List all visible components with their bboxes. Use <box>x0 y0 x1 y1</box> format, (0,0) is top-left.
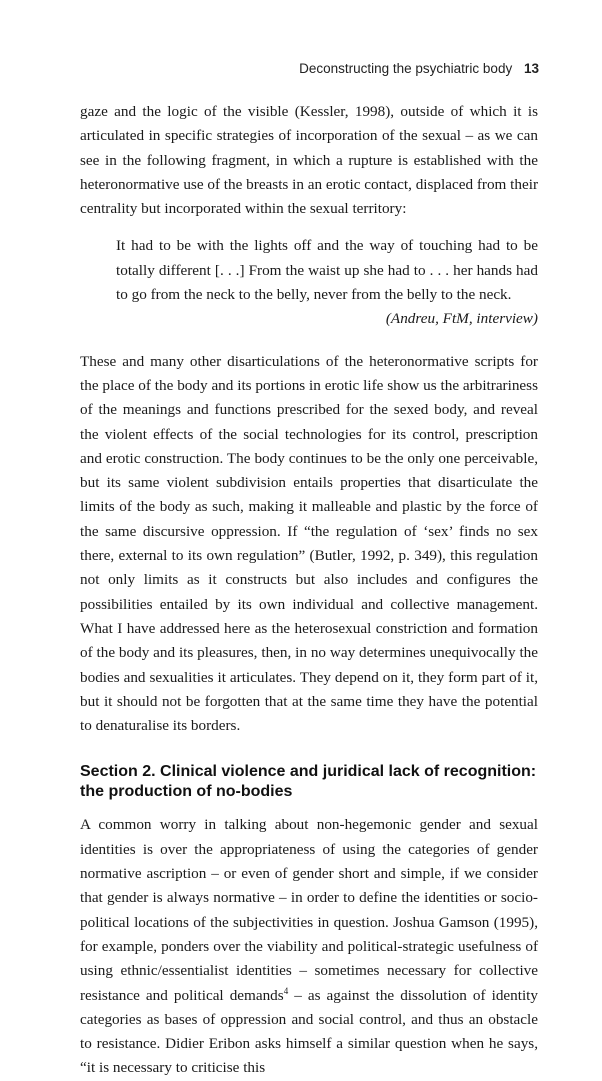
page-body <box>80 100 538 1081</box>
block-quote <box>116 234 538 331</box>
paragraph: gaze and the logic of the visible (Kessler, 1998), outside of which it is articulated in specific strategies of incorporation of the sexual – as we can see in the following fragment, in which a rupture is established with the heteronormative use of the breasts in an erotic contact, displaced from their centrality but incorporated within the sexual territory: <box>80 103 538 218</box>
paragraph <box>80 813 538 1080</box>
section-heading: Section 2. Clinical violence and juridical lack of recognition: the production of no-bodies <box>80 763 537 801</box>
paragraph: These and many other disarticulations of the heteronormative scripts for the place of the body and its portions in erotic life show us the arbitrariness of the meanings and functions prescribed for the sexed body, and reveal the violent effects of the social technologies for its control, prescription and erotic construction. The body continues to be the only one perceivable, but its same violent subdivision entails properties that disarticulate the limits of the body as such, making it malleable and plastic by the force of the same discursive oppression. If “the regulation of ‘sex’ finds no sex there, external to its own regulation” (Butler, 1992, p. 349), this regulation not only limits as it constructs but also includes and configures the possibilities entailed by its own individual and collective management. What I have addressed here as the heterosexual constriction and formation of the body and its pleasures, then, in no way determines unequivocally the bodies and sexualities it articulates. They depend on it, they form part of it, but it should not be forgotten that at the same time they have the potential to denaturalise its borders. <box>80 352 538 735</box>
running-title: Deconstructing the psychiatric body <box>299 61 513 76</box>
paragraph-text: A common worry in talking about non-hegemonic gender and sexual identities is over the appropriateness of using the categories of gender normative ascription – or even of gender short and simple, if we consider that gender is always normative – in order to define the identities or socio-political locations of the subjectivities in question. Joshua Gamson (1995), for example, ponders over the viability and political-strategic usefulness of using ethnic/essentialist identities – sometimes necessary for collective resistance and political demands <box>80 816 538 1004</box>
footnote-reference: 4 <box>283 985 289 996</box>
running-header <box>299 61 539 76</box>
paragraph-text: – as against the dissolution of identity categories as bases of oppression and social control, and thus an obstacle to resistance. Didier Eribon asks himself a similar question when he says, “it is necessary to criticise this <box>80 986 538 1077</box>
quote-citation: (Andreu, FtM, interview) <box>385 310 538 328</box>
page-number: 13 <box>523 61 539 76</box>
quote-text: It had to be with the lights off and the way of touching had to be totally different [. . .] From the waist up she had to . . . her hands had to go from the neck to the belly, never from the belly to the neck. <box>116 237 538 304</box>
